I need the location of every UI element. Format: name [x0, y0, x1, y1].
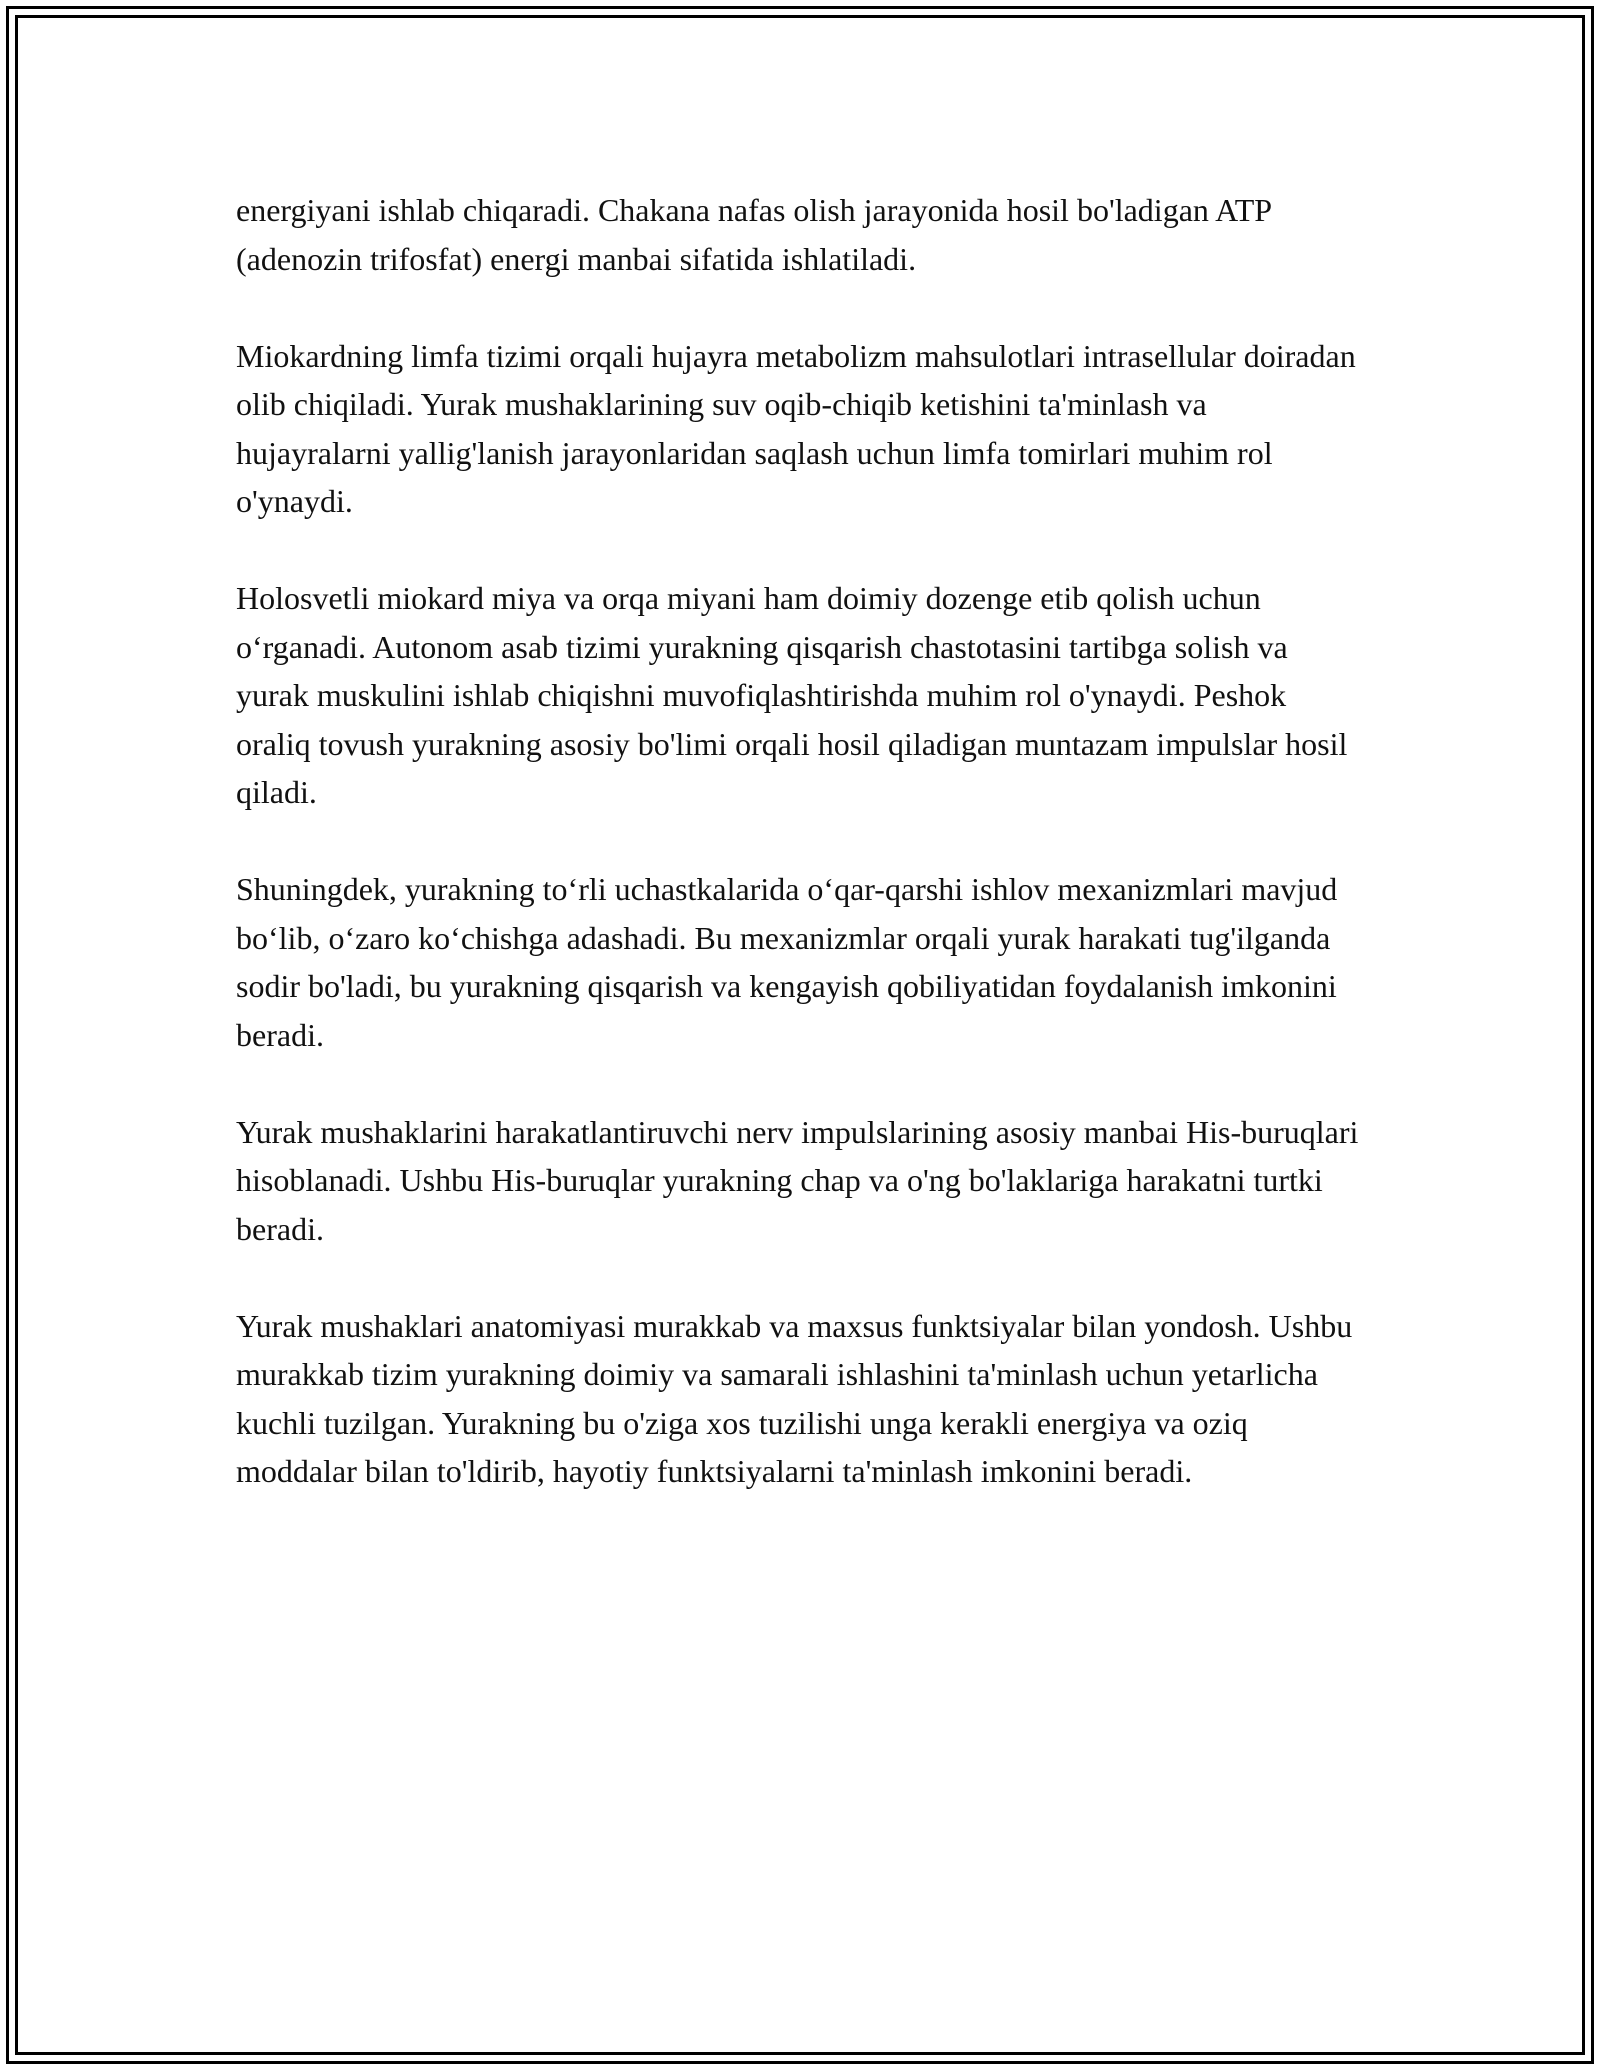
- paragraph-6: Yurak mushaklari anatomiyasi murakkab va maxsus funktsiyalar bilan yondosh. Ushbu murakkab tizim yurakning doimiy va samarali ishlashini ta'minlash uchun yetarlicha kuchli tuzilgan. Yurakning bu o'ziga xos tuzilishi unga kerakli energiya va oziq moddalar bilan to'ldirib, hayotiy funktsiyalarni ta'minlash imkonini beradi.: [236, 1307, 1353, 1489]
- document-body: [236, 186, 1366, 1544]
- paragraph-1: energiyani ishlab chiqaradi. Chakana nafas olish jarayonida hosil bo'ladigan ATP (adenozin trifosfat) energi manbai sifatida ishlatiladi.: [236, 192, 1271, 277]
- paragraph-2: Miokardning limfa tizimi orqali hujayra metabolizm mahsulotlari intrasellular doiradan olib chiqiladi. Yurak mushaklarining suv oqib-chiqib ketishini ta'minlash va hujayralarni yallig'lanish jarayonlaridan saqlash uchun limfa tomirlari muhim rol o'ynaydi.: [236, 337, 1356, 519]
- paragraph-4: Shuningdek, yurakning to‘rli uchastkalarida o‘qar-qarshi ishlov mexanizmlari mavjud bo‘lib, o‘zaro ko‘chishga adashadi. Bu mexanizmlar orqali yurak harakati tug'ilganda sodir bo'ladi, bu yurakning qisqarish va kengayish qobiliyatidan foydalanish imkonini beradi.: [236, 871, 1338, 1053]
- paragraph-3: Holosvetli miokard miya va orqa miyani ham doimiy dozenge etib qolish uchun o‘rganadi. Autonom asab tizimi yurakning qisqarish chastotasini tartibga solish va yurak muskulini ishlab chiqishni muvofiqlashtirishda muhim rol o'ynaydi. Peshok oraliq tovush yurakning asosiy bo'limi orqali hosil qiladigan muntazam impulslar hosil qiladi.: [236, 580, 1348, 810]
- paragraph-5: Yurak mushaklarini harakatlantiruvchi nerv impulslarining asosiy manbai His-buruqlari hisoblanadi. Ushbu His-buruqlar yurakning chap va o'ng bo'laklariga harakatni turtki beradi.: [236, 1113, 1359, 1247]
